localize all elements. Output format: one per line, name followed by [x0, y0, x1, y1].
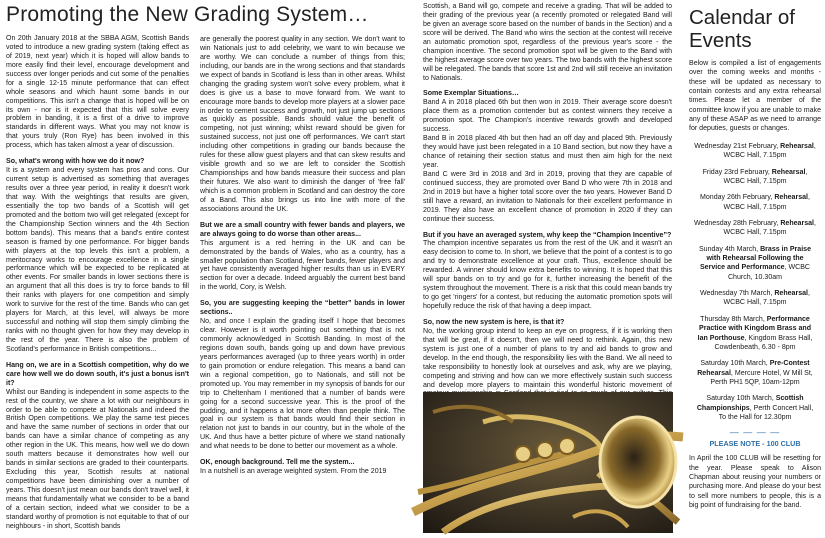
event-name: Brass in Praise with Rehearsal Following the Service and Performance [699, 245, 812, 272]
calendar-event [689, 142, 821, 161]
event-details: , WCBC Church, 10.30am [727, 264, 811, 281]
calendar-event [689, 219, 821, 238]
body-paragraph: It is a system and every system has pros and cons. Our current setup is advertised as something that averages results over a three year period, in reality it doesn't work that way. With the weightings that results are given, essentially the top two bands of a Scottish will get promoted and the bottom two will get relegated (except for the Championship Section winners and the 4th Section bottom bands). This means that a band's entire contest season is framed by one performance. For bigger bands with players at the top levels this isn't a problem, a meritocracy works to encourage excellence in a single performance which will be expected to be replicated at other events. For smaller bands in lower sections there is an argument that all this does is try to force bands to fill their ranks with players for one competition and simply work to survive for the rest of the time. Bands who can get players for March, at this level, will always be more successful and nothing will stop them simply climbing the ranks with no thought given for how they may develop in the rest of the year. There is also the problem of Scotland's performance in British competitions... [6, 167, 189, 353]
body-paragraph: The champion incentive separates us from the rest of the UK and it wasn't an easy decision to come to. In short, we believe that the point of a contest is to go and try to demonstrate excellence at your craft. Thus, excellence should be rewarded. A winner should know extra benefits to winning. It is hoped that this will spur bands on to try and go for it, further increasing the benefit of the system throughout the movement. There is a risk that this could mean bands try to go get 'ringers' for a contest, but reducing the automatic promotion spots will hopefully reduce the risk of that having a deep impact. [423, 240, 672, 310]
body-paragraph: No, the working group intend to keep an eye on progress, if it is working then that will be great, if it doesn't, then we will need to rethink. Again, this new system is just one of a number of plans to try and aid bands to grow and develop. In the end though, the responsibility lies with the Band. We all need to take responsibility to honestly look at ourselves and ask, why are we playing, competing and striving and how can we more effectively sustain such success and develop more players to maintain this wonderful historic movement of [423, 327, 672, 389]
event-name: Rehearsal [780, 219, 815, 227]
trumpet-photo [423, 392, 673, 533]
event-list [689, 142, 821, 423]
event-date: Saturday 10th March, [706, 395, 776, 403]
calendar-title: Calendar of Events [689, 6, 795, 52]
event-details: , WCBC Hall, 7.15pm [723, 142, 816, 160]
calendar-event [689, 168, 821, 187]
section-heading: Some Exemplar Situations… [423, 90, 519, 98]
calendar-event [689, 315, 821, 352]
section-heading: But we are a small country with fewer bands and players, we are always going to do worse than other areas... [200, 221, 405, 238]
calendar-sidebar [689, 0, 821, 533]
section-heading: So, you are suggesting keeping the “better” bands in lower sections.. [200, 300, 405, 317]
event-details: , Kingdom Brass Hall, Cowdenbeath, 6.30 - 8pm [714, 334, 813, 351]
section-heading: OK, enough background. Tell me the system... [200, 459, 355, 467]
event-details: , Perth Concert Hall, To the Hall for 12.30pm [718, 404, 814, 422]
body-paragraph: No, and once I explain the grading itself I hope that becomes clear. However is it worth pointing out something that is not commonly acknowledged in Scottish Banding. In most of the regions down south, bands going up and down have previous years performances averaged (up to three years worth) in order to gain promotion or endure relegation. This means a band can win a regional competition, go to Nationals, and still not be promoted up. You may remember in my synopsis of bands for our trip to Cheltenham I mentioned that a number of bands were going for a second successive year. This is the proof of the pudding, and it happens a lot more often than people think. The goal in our system is that bands would find their section in relation not just to bands in our country, but in the whole of the UK. And thus have a better picture of where we stand nationally and what needs to be done to better our movement as a whole. [200, 318, 405, 451]
event-date: Saturday 10th March, [700, 360, 770, 368]
section-heading: But if you have an averaged system, why keep the “Champion Incentive”? [423, 231, 672, 239]
divider: — — — — [729, 427, 781, 438]
event-name: Rehearsal [774, 194, 809, 202]
event-details: , WCBC Hall, 7.15pm [723, 194, 810, 211]
event-name: Performance Practice with Kingdom Brass and Ian Porthouse [697, 315, 811, 342]
body-paragraph: Whilst our Banding is independent in some aspects to the rest of the country, we share a lot with our neighbours in order to be able to compete at Nationals and indeed the British Open competitions. We play the same test pieces and have the same number of sections in order that our bands can have a similar chance of competing as any other region in the UK. This means, how well we do down south matters because it demonstrates how well our bands in similar sections are graded to their counterparts. Excluding this year, Scottish results at national competitions have been diminishing over a number of years. This doesn't just mean our bands don't travel well, it means that fundamentally what we consider to be a band of a certain section, indeed what we consider to be a standard worthy of promotion is not equitable to that of our neighbours - in short, Scottish bands [6, 388, 189, 530]
calendar-event [689, 289, 821, 308]
article-column-2 [200, 36, 405, 530]
body-paragraph: Band B in 2018 placed 4th but then had an off day and placed 9th. Previously they would have just been relegated in a 10 Band section, but now they have a chance of retaining their section status and must then aim high for the next year. [423, 135, 672, 169]
article-column-3 [423, 3, 672, 391]
event-name: Rehearsal [780, 142, 814, 150]
event-details: , Mercure Hotel, W Mill St, Perth PH1 5QP, 10am-12pm [710, 369, 813, 386]
trumpet-illustration [423, 392, 673, 533]
body-paragraph: Band A in 2018 placed 6th but then won in 2019. Their average score doesn't place them as a promotion contender but as contest winners they receive a promotion spot. The Champion's incentive rewards growth and developed success. [423, 99, 672, 134]
event-details: , WCBC Hall, 7.15pm [723, 290, 810, 307]
calendar-event [689, 193, 821, 212]
event-name: Scottish Championships [696, 395, 804, 412]
event-name: Pre-Contest Rehearsal [697, 360, 810, 377]
body-paragraph: On 20th January 2018 at the SBBA AGM, Scottish Bands voted to introduce a new grading system (taking effect as of 2019, next year) which it is hoped will allow bands to more easily find their level, encourage development and success over longer periods and cut some of the penalties for a single 12-15 minute performance that can effect whole seasons and which haunt some bands in our competitions. This isn't a change that is hoped will be on its own - nor is it expected that this will solve every problem in banding, it is a first of a drive to improve standards in different ways. What you may not know is that yours truly (Ron Rye) has been involved in this process, which has taken almost a year of discussion. [6, 35, 189, 150]
section-heading: So, what's wrong with how we do it now? [6, 158, 145, 166]
body-paragraph: Band C were 3rd in 2018 and 3rd in 2019, proving that they are capable of continued success, they are promoted over Band D who were 7th in 2018 and 2nd in 2019 but have a higher total score over the two years. However Band D still have a reward, an invitation to Nationals for their excellent performance in 2019. They also have an excellent chance of promotion in 2020 if they can continue their success. [423, 170, 672, 223]
event-date: Sunday 4th March, [698, 245, 761, 253]
section-heading: Hang on, we are in a Scottish competition, why do we care how well we do down south, it's just a bonus isn't it? [6, 361, 189, 387]
article-column-1 [6, 35, 189, 529]
section-heading: So, now the new system is here, is that it? [423, 318, 565, 326]
event-date: Friday 23rd February, [702, 168, 772, 176]
event-details: , WCBC Hall, 7.15pm [723, 219, 816, 237]
calendar-event [689, 359, 821, 387]
event-date: Wednesday 21st February, [694, 142, 781, 150]
event-details: , WCBC Hall, 7.15pm [723, 168, 808, 185]
calendar-event [689, 394, 821, 422]
calendar-intro: Below is compiled a list of engagements over the coming weeks and months - these will be updated as necessary to contain contests and any extra rehearsal times. Please let a member of the committee know if you are unable to make any of these ASAP as we need to arrange for deputies, guests or changes. [689, 59, 821, 133]
body-paragraph: In a nutshell is an average weighted system. From the 2019 [200, 468, 387, 476]
body-paragraph: are generally the poorest quality in any section. We don't want to win Nationals just to add celebrity, we want to win because we are worthy. We can conclude a number of things from this; including, our bands are in the wrong sections and that standards we expect of bands in Scotland is less than in other areas. Whilst changing the grading system won't solve every problem, what it does is give us a base to move forward from. We want to encourage more bands to develop more players at a slower pace in order to cement success and growth, not just jump up sections as quickly as possible. Bands should value the benefit of competing, not just winning; whilst reward should be given for sustained success, not just one off performances. We can't start including other competitions in grading our bands because the rules for these allow guest players and that can skew results and visible growth and so we are left to consider the Scottish Championships and how bands measure their success and plan their futures. We also want to diminish the danger of 'free fall' which is a common problem in Scotland and can destroy the core of a Band. This also brings us into line with more of the associations around the UK. [200, 36, 405, 213]
event-date: Monday 26th February, [700, 194, 775, 202]
note-heading: PLEASE NOTE - 100 CLUB [709, 439, 801, 449]
event-date: Wednesday 28th February, [694, 219, 781, 227]
hundred-club-note: In April the 100 CLUB will be resetting for the year. Please speak to Alison Chapman about reusing your numbers or purchasing more. And please do your best to sell more numbers to people, this is a big point of fundraising for the band. [689, 455, 822, 510]
event-name: Rehearsal [771, 168, 806, 176]
event-date: Thursday 8th March, [700, 315, 767, 323]
event-date: Wednesday 7th March, [700, 290, 775, 298]
calendar-event [689, 245, 821, 282]
body-paragraph: Scottish, a Band will go, compete and receive a grading. That will be added to their grading of the previous year (a recently promoted or relegated Band will be given an average score based on the number of bands in the Section) and a score will be derived. The Band who wins the section at the contest will receive an automatic promotion spot, regardless of the previous year's score - the champion incentive. The second promotion spot will be given to the Band with the highest average score over two years. The two bands with the highest score will be relegated. The bands that score 1st and 2nd will still receive an invitation to Nationals. [423, 3, 672, 82]
page-title: Promoting the New Grading System… [6, 3, 369, 26]
event-name: Rehearsal [774, 290, 809, 298]
body-paragraph: This argument is a red herring in the UK and can be demonstrated by the bands of Wales, who as a country, has a smaller population than Scotland, fewer bands, fewer players and yet have consistently averaged higher results than us in EVERY section for over a decade. Indeed arguably the current best band in the world, Cory, is Welsh. [200, 239, 405, 292]
